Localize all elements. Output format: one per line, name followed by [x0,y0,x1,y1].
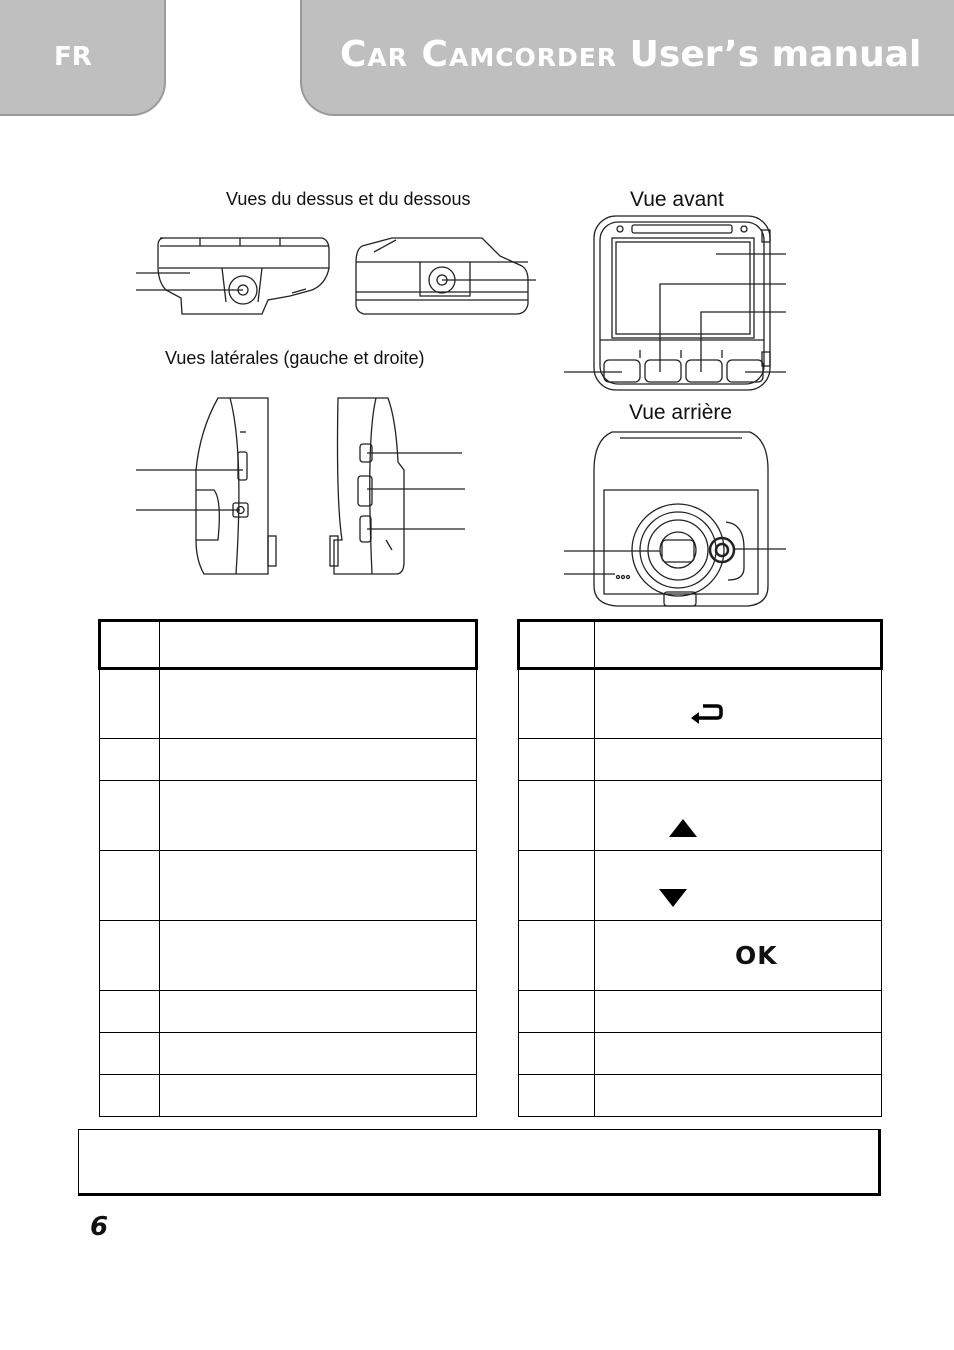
table-header-row [100,621,477,669]
page-number: 6 [90,1212,109,1242]
table-row [519,739,882,781]
table-cell [100,851,160,921]
table-cell [519,739,595,781]
language-code: FR [54,42,92,72]
table-cell [160,1033,477,1075]
table-cell [519,1033,595,1075]
table-cell [100,1033,160,1075]
table-row [100,1075,477,1117]
table-cell [595,739,882,781]
table-cell [519,921,595,991]
return-icon [689,702,725,726]
right-spec-table [517,619,883,1117]
rear-view-label: Vue arrière [629,401,733,424]
table-row [519,991,882,1033]
top-view-drawing [158,238,329,314]
table-cell [595,1075,882,1117]
bottom-view-drawing [356,238,528,314]
table-row [100,851,477,921]
left-spec-table [98,619,478,1117]
table-cell [160,1075,477,1117]
table-cell [595,921,882,991]
table-cell [595,669,882,739]
rear-view-drawing [594,432,768,606]
table-cell [100,921,160,991]
table-row [519,669,882,739]
table-cell [160,991,477,1033]
table-cell [100,621,160,669]
front-view-label: Vue avant [630,188,724,211]
table-cell [519,621,595,669]
table-cell [100,1075,160,1117]
table-row [100,921,477,991]
table-cell [160,851,477,921]
table-row [100,739,477,781]
table-row [519,921,882,991]
table-cell [519,1075,595,1117]
camera-diagrams [0,0,954,620]
table-cell [160,669,477,739]
left-side-view-drawing [196,398,276,574]
down-triangle-icon [657,887,689,909]
table-row [100,669,477,739]
table-row [519,781,882,851]
table-header-row [519,621,882,669]
table-cell [100,991,160,1033]
table-cell [100,781,160,851]
table-cell [595,991,882,1033]
table-cell [100,669,160,739]
table-row [100,1033,477,1075]
table-cell [160,739,477,781]
table-cell [160,781,477,851]
table-cell [160,621,477,669]
table-row [519,1033,882,1075]
table-cell [595,781,882,851]
table-row [100,781,477,851]
table-cell [595,851,882,921]
table-cell [519,991,595,1033]
up-triangle-icon [667,817,699,839]
table-cell [100,739,160,781]
table-row [100,991,477,1033]
table-row [519,851,882,921]
table-cell [519,669,595,739]
side-views-label: Vues latérales (gauche et droite) [165,348,425,368]
manual-title: Car Camcorder User’s manual [340,34,922,75]
note-box [78,1129,881,1196]
front-view-drawing [594,216,770,390]
table-row [519,1075,882,1117]
top-bottom-views-label: Vues du dessus et du dessous [226,189,471,209]
table-cell [519,851,595,921]
table-cell [160,921,477,991]
right-side-view-drawing [330,398,404,574]
ok-label: OK [735,941,778,970]
table-cell [519,781,595,851]
table-cell [595,1033,882,1075]
table-cell [595,621,882,669]
